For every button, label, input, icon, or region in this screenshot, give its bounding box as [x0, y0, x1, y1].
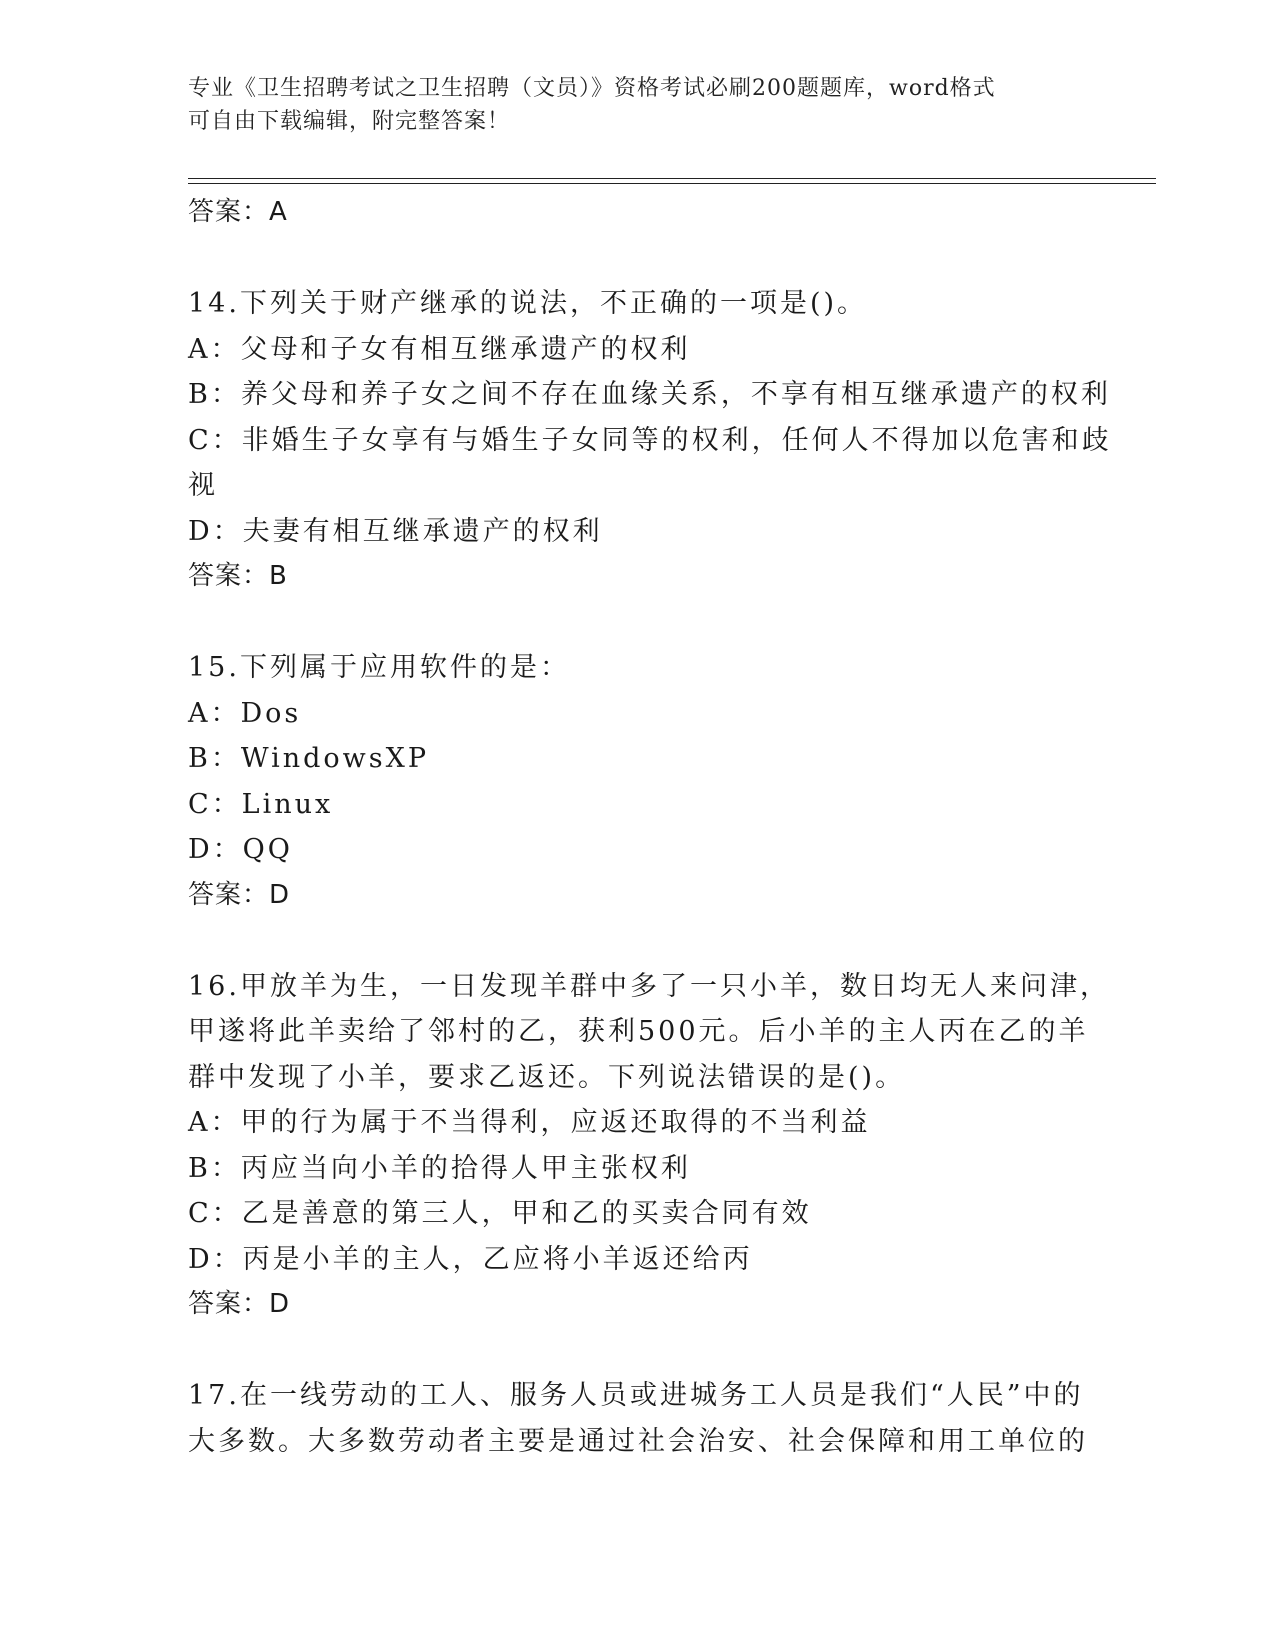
answer-line: 答案：A [188, 197, 288, 227]
question-stem: 17.在一线劳动的工人、服务人员或进城务工人员是我们“人民”中的 [188, 1380, 1084, 1411]
question-stem: 14.下列关于财产继承的说法，不正确的一项是()。 [188, 288, 868, 319]
question-14 [188, 281, 1112, 600]
option-b: B：丙应当向小羊的拾得人甲主张权利 [188, 1152, 691, 1184]
option-a: A：甲的行为属于不当得利，应返还取得的不当利益 [188, 1107, 871, 1138]
question-stem: 16.甲放羊为生，一日发现羊群中多了一只小羊，数日均无人来问津， [188, 970, 1110, 1002]
option-d: D：丙是小羊的主人，乙应将小羊返还给丙 [188, 1243, 753, 1275]
option-b: B：WindowsXP [188, 743, 430, 774]
document-header [188, 72, 1088, 138]
question-16 [188, 964, 1110, 1328]
spacer [188, 1328, 1088, 1374]
option-c: C：Linux [188, 788, 334, 820]
header-divider-bottom [188, 183, 1156, 184]
answer-line: 答案：D [188, 879, 291, 910]
option-c-continued: 视 [188, 470, 218, 501]
answer-line: 答案：D [188, 1289, 291, 1319]
header-line-2: 可自由下载编辑，附完整答案！ [188, 109, 511, 134]
option-d: D：QQ [188, 834, 293, 865]
header-divider-top [188, 178, 1156, 179]
question-stem-continued: 群中发现了小羊，要求乙返还。下列说法错误的是()。 [188, 1061, 906, 1093]
option-c: C：非婚生子女享有与婚生子女同等的权利，任何人不得加以危害和歧 [188, 424, 1112, 456]
question-stem: 15.下列属于应用软件的是： [188, 652, 570, 683]
spacer [188, 918, 1088, 964]
spacer [188, 600, 1088, 646]
header-line-1: 专业《卫生招聘考试之卫生招聘（文员）》资格考试必刷200题题库，word格式 [188, 76, 996, 101]
question-list [188, 190, 1112, 1464]
option-b: B：养父母和养子女之间不存在血缘关系，不享有相互继承遗产的权利 [188, 379, 1111, 410]
answer-line: 答案：B [188, 561, 288, 591]
option-c: C：乙是善意的第三人，甲和乙的买卖合同有效 [188, 1198, 812, 1229]
question-17 [188, 1373, 1088, 1464]
spacer [188, 236, 1088, 282]
option-a: A：父母和子女有相互继承遗产的权利 [188, 333, 691, 365]
question-15 [188, 645, 1088, 918]
option-a: A：Dos [188, 697, 302, 729]
option-d: D：夫妻有相互继承遗产的权利 [188, 515, 603, 547]
question-stem-continued: 甲遂将此羊卖给了邻村的乙，获利500元。后小羊的主人丙在乙的羊 [188, 1016, 1089, 1047]
question-stem-continued: 大多数。大多数劳动者主要是通过社会治安、社会保障和用工单位的 [188, 1425, 1088, 1457]
